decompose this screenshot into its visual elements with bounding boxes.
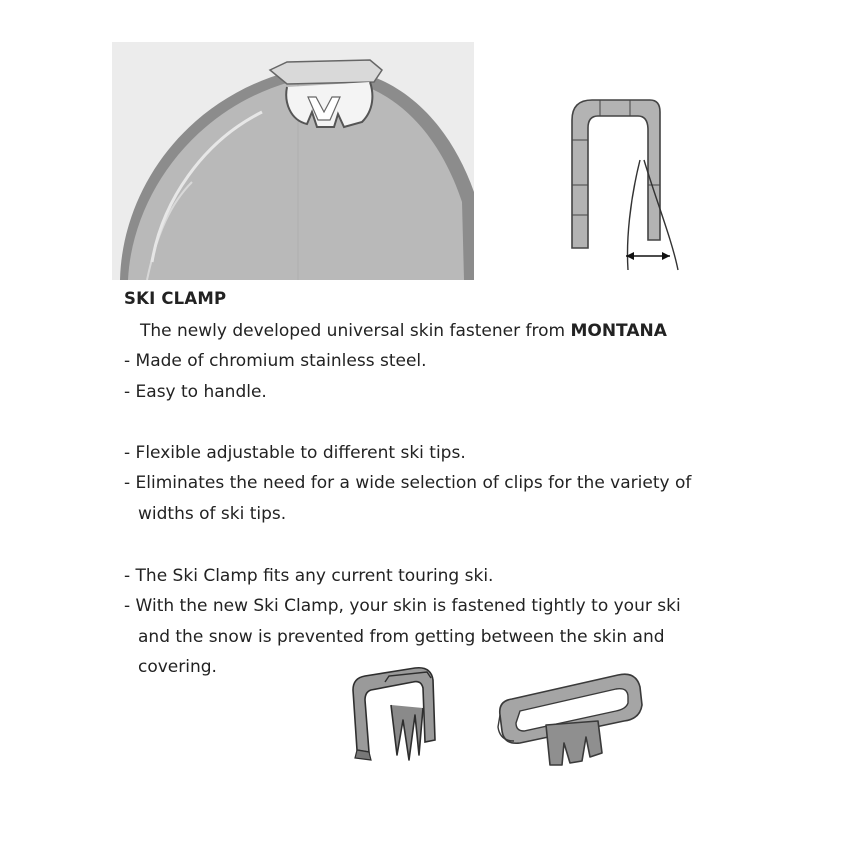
feature-line: - Made of chromium stainless steel. <box>124 351 427 371</box>
feature-line: - With the new Ski Clamp, your skin is fastened tightly to your ski <box>124 596 681 616</box>
section-heading: SKI CLAMP <box>124 289 227 308</box>
feature-line: - Eliminates the need for a wide selection of clips for the variety of <box>124 473 692 493</box>
feature-line: - The Ski Clamp fits any current touring ski. <box>124 566 494 586</box>
feature-line: - Flexible adjustable to different ski tips. <box>124 443 466 463</box>
feature-line-continued: widths of ski tips. <box>138 504 287 524</box>
feature-line-continued: and the snow is prevented from getting between the skin and <box>138 627 665 647</box>
clamp-profile-diagram <box>560 90 690 280</box>
clamp-side-3d-illustration <box>345 660 445 770</box>
ski-tip-illustration <box>112 42 474 280</box>
feature-line: - Easy to handle. <box>124 382 267 402</box>
intro-text: The newly developed universal skin fastener from <box>140 321 571 341</box>
intro-line <box>140 321 667 341</box>
clamp-top-3d-illustration <box>490 665 650 775</box>
feature-line-continued: covering. <box>138 657 217 677</box>
brand-name: MONTANA <box>570 321 667 341</box>
